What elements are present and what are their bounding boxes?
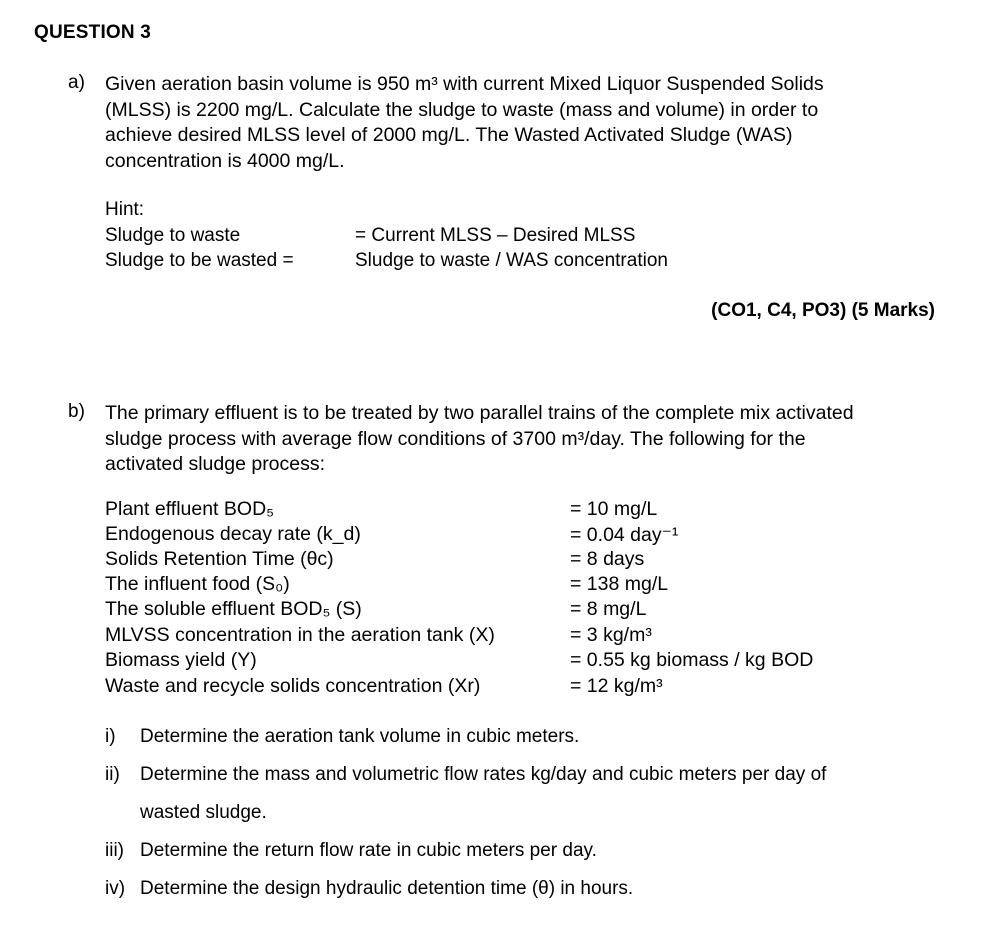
marks-allocation: (CO1, C4, PO3) (5 Marks) — [711, 300, 935, 321]
param-name: Endogenous decay rate (k_d) — [105, 523, 361, 545]
param-name: MLVSS concentration in the aeration tank (X) — [105, 624, 495, 646]
hint-label: Hint: — [105, 199, 145, 220]
param-name: Waste and recycle solids concentration (Xr) — [105, 675, 481, 697]
param-value: = 3 kg/m³ — [570, 624, 652, 646]
part-b-line: sludge process with average flow conditions of 3700 m³/day. The following for the — [105, 427, 806, 450]
hint-row — [105, 250, 668, 272]
part-a-line: Given aeration basin volume is 950 m³ with current Mixed Liquor Suspended Solids — [105, 73, 824, 95]
param-name: Solids Retention Time (θc) — [105, 548, 334, 570]
sub-question-text: Determine the design hydraulic detention time (θ) in hours. — [140, 878, 634, 899]
hint-row — [105, 225, 635, 247]
param-name: The soluble effluent BOD₅ (S) — [105, 598, 362, 620]
hint-rhs: = Current MLSS – Desired MLSS — [355, 225, 636, 246]
sub-question-text: wasted sludge. — [140, 802, 267, 823]
sub-question-number: i) — [105, 726, 116, 747]
sub-question-number: iii) — [105, 840, 124, 861]
param-value: = 10 mg/L — [570, 498, 658, 520]
part-a-line: (MLSS) is 2200 mg/L. Calculate the sludge to waste (mass and volume) in order to — [105, 98, 819, 121]
sub-question-number: iv) — [105, 878, 126, 899]
param-value: = 8 mg/L — [570, 598, 647, 620]
sub-question-text: Determine the aeration tank volume in cubic meters. — [140, 726, 580, 747]
param-value: = 0.55 kg biomass / kg BOD — [570, 649, 814, 671]
part-b-marker: b) — [68, 401, 85, 422]
hint-lhs: Sludge to waste — [105, 225, 241, 246]
part-a-line: achieve desired MLSS level of 2000 mg/L. The Wasted Activated Sludge (WAS) — [105, 124, 793, 146]
param-name: Plant effluent BOD₅ — [105, 498, 275, 520]
sub-question-text: Determine the mass and volumetric flow rates kg/day and cubic meters per day of — [140, 764, 827, 785]
part-a-text — [105, 72, 935, 174]
param-value: = 12 kg/m³ — [570, 675, 663, 697]
hint-lhs: Sludge to be wasted = — [105, 250, 294, 271]
question-title: QUESTION 3 — [34, 22, 152, 43]
part-b-text — [105, 401, 935, 478]
sub-question-text: Determine the return flow rate in cubic meters per day. — [140, 840, 597, 861]
part-b-line: activated sludge process: — [105, 453, 326, 475]
param-value: = 0.04 day⁻¹ — [570, 524, 679, 546]
sub-question-number: ii) — [105, 764, 120, 785]
part-b-line: The primary effluent is to be treated by two parallel trains of the complete mix activated — [105, 402, 854, 424]
param-value: = 8 days — [570, 548, 645, 570]
part-a-line: concentration is 4000 mg/L. — [105, 149, 345, 172]
param-name: Biomass yield (Y) — [105, 649, 257, 671]
param-name: The influent food (S₀) — [105, 573, 290, 595]
hint-rhs: Sludge to waste / WAS concentration — [355, 250, 668, 271]
param-value: = 138 mg/L — [570, 573, 669, 595]
part-a-marker: a) — [68, 72, 85, 93]
